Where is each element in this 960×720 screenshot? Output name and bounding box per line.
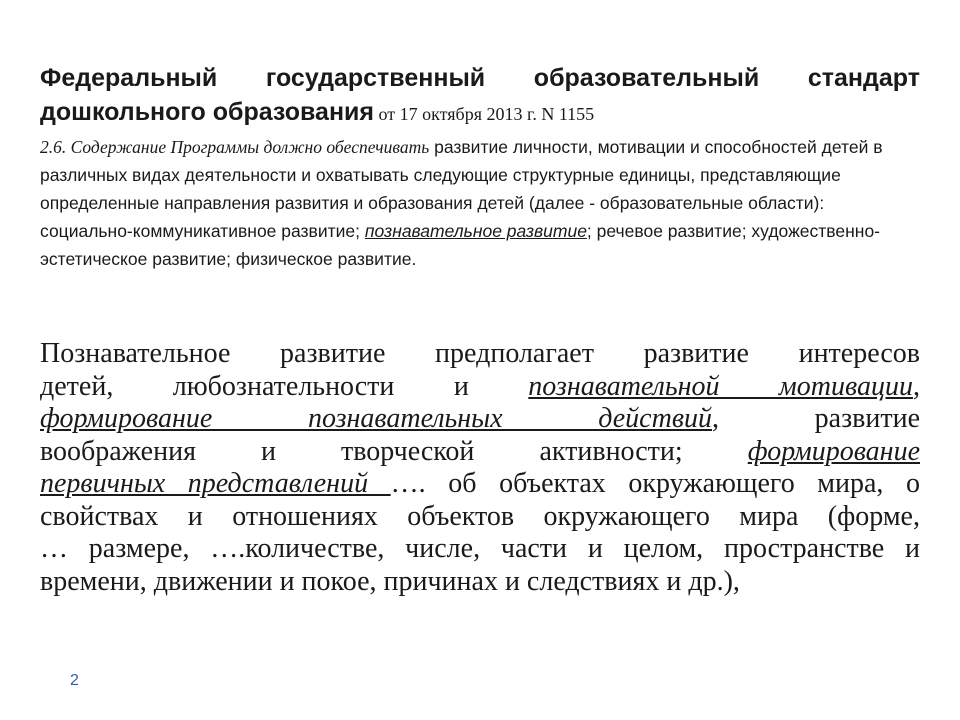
document-date-number: от 17 октября 2013 г. N 1155 [374, 104, 595, 124]
para-line-3-text: , развитие [711, 403, 920, 434]
areas-before: социально-коммуникативное развитие; [40, 221, 365, 241]
para-line-7: … размере, ….количестве, числе, части и целом, пространстве и [40, 533, 920, 564]
para-line-5-underlined: первичных представлений [40, 468, 391, 499]
para-line-6: свойствах и отношениях объектов окружающего мира (форме, [40, 500, 920, 532]
para-line-4-text: воображения и творческой активности; [40, 435, 748, 467]
fgos-excerpt [40, 62, 920, 273]
para-line-3 [40, 403, 920, 436]
section-2-6-prefix: 2.6. Содержание Программы должно обеспечивать [40, 137, 430, 157]
para-line-1: Познавательное развитие предполагает развитие интересов [40, 338, 920, 369]
document-title: Федеральный государственный образовательный стандарт [40, 64, 920, 92]
para-line-4 [40, 436, 920, 469]
para-line-2-text: детей, любознательности и [40, 370, 529, 402]
areas-after: ; речевое развитие; художественно-эстетическое развитие; физическое развитие. [40, 221, 881, 269]
para-line-2 [40, 371, 920, 404]
para-line-2-underlined: познавательной мотивации [528, 370, 913, 402]
para-line-2-end: , [912, 370, 920, 402]
cognitive-development-paragraph [40, 338, 920, 598]
para-line-4-underlined: формирование [747, 435, 920, 467]
document-title-line2: дошкольного образования [40, 98, 374, 126]
page-number: 2 [70, 672, 79, 689]
areas-cognitive-underlined: познавательное развитие [364, 221, 587, 241]
para-line-5 [40, 468, 920, 501]
para-line-3-underlined: формирование познавательных действий [40, 403, 712, 434]
section-2-6-body: развитие личности, мотивации и способностей детей в различных видах деятельности и охватывать следующие структурные единицы, представляющие определенные направления развития и образования детей (далее - образовательные области): [40, 137, 883, 213]
para-line-8: времени, движении и покое, причинах и следствиях и др.), [40, 565, 740, 597]
section-2-6-text [40, 133, 920, 273]
para-line-5-text: …. об объектах окружающего мира, о [390, 468, 921, 499]
document-title-continued [40, 95, 920, 131]
